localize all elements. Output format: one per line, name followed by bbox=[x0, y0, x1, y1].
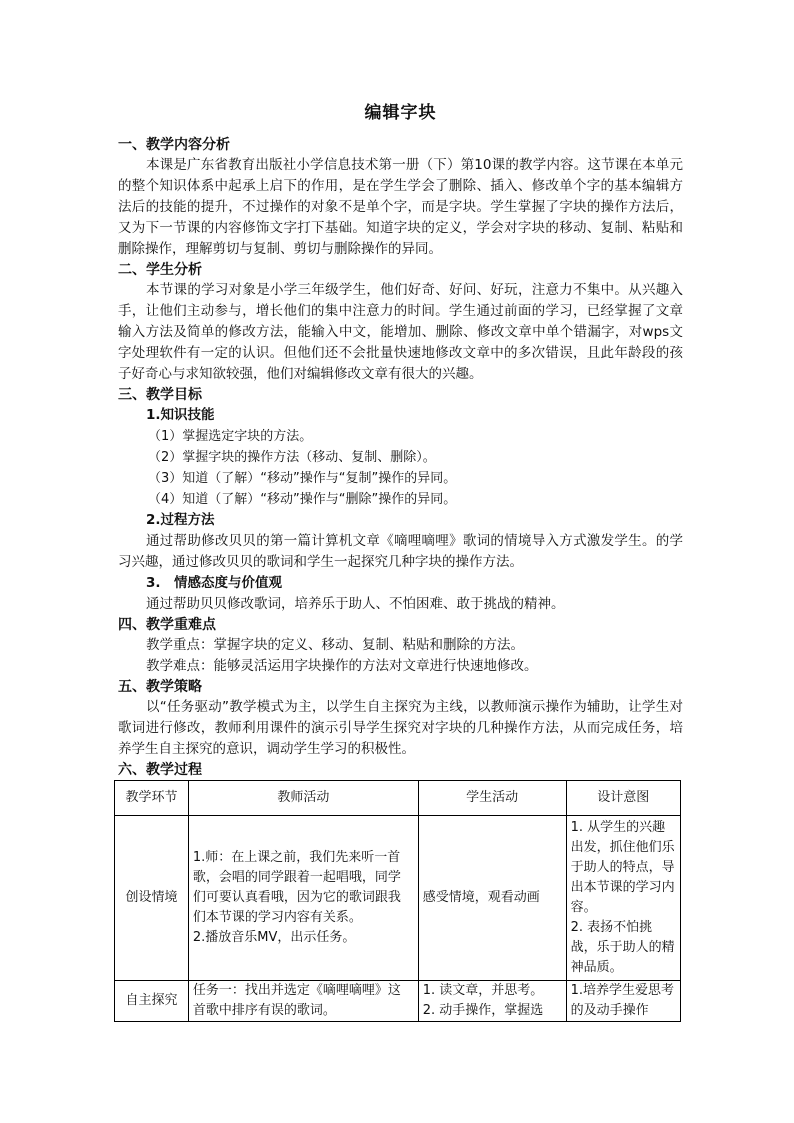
table-row bbox=[115, 816, 681, 981]
document-page bbox=[118, 98, 683, 1022]
column-header: 教学环节 bbox=[115, 781, 189, 816]
paragraph-emotion-values: 通过帮助贝贝修改歌词，培养乐于助人、不怕困难、敢于挑战的精神。 bbox=[146, 596, 565, 612]
section-heading-student-analysis: 二、学生分析 bbox=[118, 262, 202, 278]
column-header: 学生活动 bbox=[418, 781, 566, 816]
objective-item: （2）掌握字块的操作方法（移动、复制、删除）。 bbox=[148, 450, 436, 465]
objective-item: （3）知道（了解）“移动”操作与“复制”操作的异同。 bbox=[148, 471, 457, 486]
paragraph-process-method: 通过帮助修改贝贝的第一篇计算机文章《嘀哩嘀哩》歌词的情境导入方式激发学生。的学习兴趣，通过修改贝贝的歌词和学生一起探究几种字块的操作方法。 bbox=[118, 533, 683, 570]
teacher-activity-line: 任务一：找出并选定《嘀哩嘀哩》这首歌中排序有误的歌词。 bbox=[192, 983, 401, 1018]
paragraph-strategy: 以“任务驱动”教学模式为主，以学生自主探究为主线，以教师演示操作为辅助，让学生对歌词进行修改，教师利用课件的演示引导学生探究对字块的几种操作方法，从而完成任务，培养学生自主探究的意识，调动学生学习的积极性。 bbox=[118, 699, 683, 757]
student-activity-line: 1. 读文章，并思考。 bbox=[422, 983, 544, 998]
student-activity-line: 感受情境，观看动画 bbox=[422, 890, 540, 905]
section-heading-objectives: 三、教学目标 bbox=[118, 387, 202, 403]
design-intent-line: 1. 从学生的兴趣出发，抓住他们乐于助人的特点，导出本节课的学习内容。 bbox=[570, 820, 675, 915]
paragraph-content-analysis: 本课是广东省教育出版社小学信息技术第一册（下）第10课的教学内容。这节课在本单元的整个知识体系中起承上启下的作用，是在学生学会了删除、插入、修改单个字的基本编辑方法后的技能的提升，不过操作的对象不是单个字，而是字块。学生掌握了字块的操作方法后，又为下一节课的内容修饰文字打下基础。知道字块的定义，学会对字块的移动、复制、粘贴和删除操作，理解剪切与复制、剪切与删除操作的异同。 bbox=[118, 157, 683, 257]
objective-item: （1）掌握选定字块的方法。 bbox=[148, 429, 313, 444]
teaching-process-table bbox=[114, 780, 681, 1022]
table-row bbox=[115, 981, 681, 1022]
section-heading-content-analysis: 一、教学内容分析 bbox=[118, 137, 230, 153]
design-intent-line: 2. 表扬不怕挑战，乐于助人的精神品质。 bbox=[570, 920, 675, 975]
student-activity-cell bbox=[418, 981, 566, 1022]
teacher-activity-line: 1.师：在上课之前，我们先来听一首歌，会唱的同学跟着一起唱哦，同学们可要认真看哦，因为它的歌词跟我们本节课的学习内容有关系。 bbox=[192, 850, 401, 925]
paragraph-student-analysis: 本节课的学习对象是小学三年级学生，他们好奇、好问、好玩，注意力不集中。从兴趣入手，让他们主动参与，增长他们的集中注意力的时间。学生通过前面的学习，已经掌握了文章输入方法及简单的修改方法，能输入中文，能增加、删除、修改文章中单个错漏字，对wps文字处理软件有一定的认识。但他们还不会批量快速地修改文章中的多次错误，且此年龄段的孩子好奇心与求知欲较强，他们对编辑修改文章有很大的兴趣。 bbox=[118, 282, 683, 382]
column-header: 教师活动 bbox=[188, 781, 418, 816]
teacher-activity-cell bbox=[188, 981, 418, 1022]
teacher-activity-line: 2.播放音乐MV，出示任务。 bbox=[192, 930, 356, 945]
design-intent-cell bbox=[566, 981, 680, 1022]
section-heading-process: 六、教学过程 bbox=[118, 762, 202, 778]
design-intent-cell bbox=[566, 816, 680, 981]
stage-cell: 自主探究 bbox=[115, 981, 189, 1022]
student-activity-cell bbox=[418, 816, 566, 981]
paragraph-difficult-point: 教学难点：能够灵活运用字块操作的方法对文章进行快速地修改。 bbox=[146, 658, 538, 674]
student-activity-line: 2. 动手操作，掌握选 bbox=[422, 1003, 544, 1018]
section-heading-strategy: 五、教学策略 bbox=[118, 679, 202, 695]
teacher-activity-cell bbox=[188, 816, 418, 981]
stage-cell: 创设情境 bbox=[115, 816, 189, 981]
paragraph-key-point: 教学重点：掌握字块的定义、移动、复制、粘贴和删除的方法。 bbox=[146, 637, 524, 653]
design-intent-line: 1.培养学生爱思考的及动手操作 bbox=[570, 983, 674, 1018]
objective-item: （4）知道（了解）“移动”操作与“删除”操作的异同。 bbox=[148, 492, 457, 507]
section-heading-key-points: 四、教学重难点 bbox=[118, 617, 216, 633]
document-title: 编辑字块 bbox=[364, 103, 437, 123]
subheading-emotion-values: 3. 情感态度与价值观 bbox=[146, 575, 283, 591]
column-header: 设计意图 bbox=[566, 781, 680, 816]
table-header-row bbox=[115, 781, 681, 816]
subheading-process-method: 2.过程方法 bbox=[146, 512, 215, 528]
subheading-knowledge-skills: 1.知识技能 bbox=[146, 407, 215, 423]
